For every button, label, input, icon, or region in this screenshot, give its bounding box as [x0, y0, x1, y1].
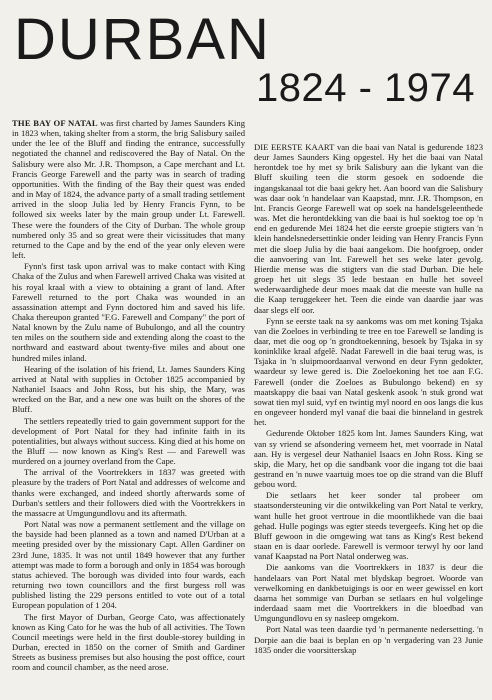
afrikaans-paragraph-4: Die setlaars het keer sonder tal probeer om staatsondersteuning vir die ontwikkeling van Port Natal te verkry, want hulle het groot vertroue in die moontlikhede van die baai gehad. Hulle pogings was egter steeds tevergeefs. King het op die Bluff gewoon in die omgewing wat tans as King's Rest bekend staan en is daar oorlede. Farewell is vermoor terwyl hy oor land vanaf Kaapstad na Port Natal onderweg was.: [254, 490, 483, 562]
lead-in: THE BAY OF NATAL: [12, 118, 98, 128]
english-paragraph-1: [12, 118, 245, 260]
english-paragraph-4: The settlers repeatedly tried to gain government support for the development of Port Natal for they had infinite faith in its potentialities, but always without success. King died at his home on the Bluff — now known as King's Rest — and Farewell was murdered on a journey overland from the Cape.: [12, 415, 245, 467]
page-title: DURBAN: [14, 7, 271, 72]
english-paragraph-1-text: was first charted by James Saunders King in 1823 when, taking shelter from a storm, the brig Salisbury sailed under the lee of the Bluff and finding the entrance, successfully negotiated the channel and rediscovered the Bay of Natal. On the Salisbury were also Mr. J.R. Thompson, a Cape merchant and Lt. Francis George Farewell and the party was in search of trading opportunities. With the finding of the Bay their quest was ended and in May of 1824, the advance party of a small trading settlement arrived in the sloop Julia led by Henry Francis Fynn, to be followed six weeks later by the main group under Lt. Farewell. These were the founders of the City of Durban. The whole group numbered only 35 and so great were their vicissitudes that many returned to the Cape and by the end of the year only eleven were left.: [12, 118, 245, 261]
afrikaans-paragraph-1: DIE EERSTE KAART van die baai van Natal is gedurende 1823 deur James Saunders King opgestel. Hy het die baai van Natal herontdek toe hy met sy brik Salisbury aan die lykant van die Bluff skuiling teen die storm gesoek en sodoende die ingangskanaal tot die baai gekry het. Aan boord van die Salisbury was daar ook 'n handelaar van Kaapstad, mnr. J.R. Thompson, en lnt. Francis George Farewell wat op soek na handelsgeleenthede was. Met die herontdekking van die baai is hul soektog toe op 'n end en gedurende Mei 1824 het die eerste groepie stigters van 'n klein handelsnedersettinkie onder leiding van Henry Francis Fynn met die sloep Julia by die baai aangekom. Die hoofgroep, onder die aanvoering van lnt. Farewell het ses weke later gevolg. Hierdie mense was die stigters van die stad Durban. Die hele groep het uit slegs 35 lede bestaan en hulle het soveel wederwaardighede deur moes maak dat die meeste van hulle na die Kaap teruggekeer het. Teen die einde van daardie jaar was daar slegs elf oor.: [254, 142, 483, 315]
afrikaans-paragraph-5: Die aankoms van die Voortrekkers in 1837 is deur die handelaars van Port Natal met blydskap begroet. Woorde van verwelkoming en dankbetuigings is oor en weer gewissel en kort daarna het sommige van Durban se setlaars en hul volgelinge inderdaad saam met die Voortrekkers in die bloedbad van Umgungundlovu en sy nasleep omgekom.: [254, 562, 483, 624]
english-paragraph-6: Port Natal was now a permanent settlement and the village on the bayside had been planned as a town and named D'Urban at a meeting presided over by the missionary Capt. Allen Gardiner on 23rd June, 1835. It was not until 1849 however that any further attempt was made to form a borough and only in 1854 was borough status achieved. The borough was divided into four wards, each returning two town councillors and the first burgess roll was published listing the 229 persons entitled to vote out of a total European population of 1 204.: [12, 519, 245, 611]
english-paragraph-2: Fynn's first task upon arrival was to make contact with King Chaka of the Zulus and when Farewell arrived Chaka was visited at his royal kraal with a view to obtaining a grant of land. After Farewell returned to the port Chaka was wounded in an assassination attempt and Fynn doctored him and saved his life. Chaka thereupon granted "F.G. Farewell and Company" the port of Natal known by the Zulu name of Bubulongo, and all the country ten miles on the southern side and extending along the coast to the northward and eastward about twenty-five miles and about one hundred miles inland.: [12, 261, 245, 363]
english-paragraph-5: The arrival of the Voortrekkers in 1837 was greeted with pleasure by the traders of Port Natal and addresses of welcome and thanks were exchanged, and indeed shortly afterwards some of Durban's settlers and their followers died with the Voortrekkers in the massacre at Umgungundlovu and its aftermath.: [12, 467, 245, 518]
english-column: [12, 118, 245, 696]
afrikaans-paragraph-2: Fynn se eerste taak na sy aankoms was om met koning Tsjaka van die Zoeloes in verbinding te tree en toe Farewell se landing is daar, met die oog op 'n grondtoekenning, besoek by Tsjaka in sy koninklike kraal afgelê. Nadat Farewell in die baai terug was, is Tsjaka in 'n sluipmoordaanval verwond en deur Fynn gedokter, waardeur sy lewe gered is. Die Zoeloekoning het toe aan F.G. Farewell (onder die Zoeloes as Bubulongo bekend) en sy maatskappy die baai van Natal geskenk asook 'n stuk grond wat sowat tien myl suid, vyf en twintig myl noord en oos langs die kus en ongeveer honderd myl vanaf die baai die binneland in gestrek het.: [254, 315, 483, 428]
afrikaans-paragraph-3: Gedurende Oktober 1825 kom lnt. James Saunders King, wat van sy vriend se afsondering verneem het, met voorrade in Natal aan. Hy is vergesel deur Nathaniel Isaacs en John Ross. King se skip, die Mary, het op die sandbank voor die ingang tot die baai gestrand en 'n nuwe vaartuig moes toe op die strand van die Bluff gebou word.: [254, 428, 483, 490]
afrikaans-paragraph-6: Port Natal was teen daardie tyd 'n permanente nedersetting. 'n Dorpie aan die baai is beplan en op 'n vergadering van 23 Junie 1835 onder die voorsitterskap: [254, 624, 483, 655]
year-range: 1824 - 1974: [256, 66, 476, 110]
afrikaans-column: [254, 142, 483, 696]
english-paragraph-3: Hearing of the isolation of his friend, Lt. James Saunders King arrived at Natal with supplies in October 1825 accompanied by Nathaniel Isaacs and John Ross, but his ship, the Mary, was wrecked on the Bar, and a new one was built on the shores of the Bluff.: [12, 363, 245, 415]
english-paragraph-7: The first Mayor of Durban, George Cato, was affectionately known as King Cato for he was the hub of all activities. The Town Council meetings were held in the first double-storey building in Durban, erected in 1850 on the corner of Smith and Gardiner Streets as business premises but also housing the post office, court room and council chamber, as the need arose.: [12, 611, 245, 673]
